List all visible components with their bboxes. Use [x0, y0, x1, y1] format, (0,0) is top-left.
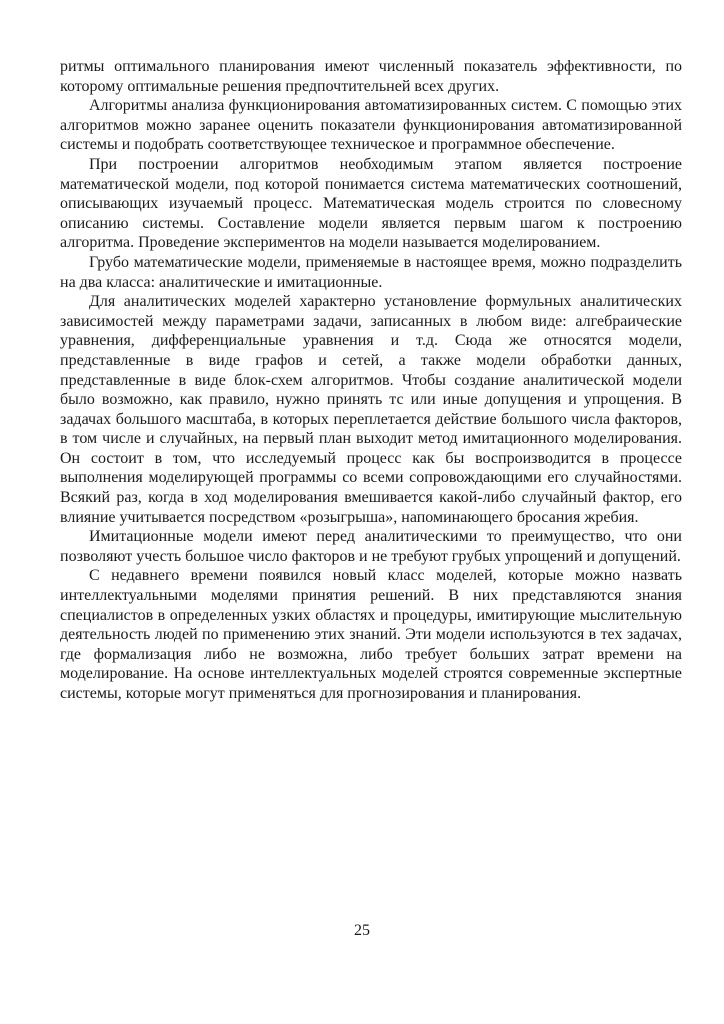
- paragraph-analysis-algorithms: Алгоритмы анализа функционирования автоматизированных систем. С помощью этих алгоритмов можно заранее оценить показатели функционирования автоматизированной системы и подобрать соответствующее техническое и программное обеспечение.: [60, 97, 682, 154]
- paragraph-continued: ритмы оптимального планирования имеют численный показатель эффективности, по которому оптимальные решения предпочтительней всех других.: [60, 58, 682, 95]
- page-number: 25: [354, 922, 370, 939]
- paragraph-intelligent-models: С недавнего времени появился новый класс моделей, которые можно назвать интеллектуальными моделями принятия решений. В них представляются знания специалистов в определенных узких областях и процедуры, имитирующие мыслительную деятельность людей по применению этих знаний. Эти модели используются в тех задачах, где формализация либо не возможна, либо требует больших затрат времени на моделирование. На основе интеллектуальных моделей строятся современные экспертные системы, которые могут применяться для прогнозирования и планирования.: [60, 567, 682, 702]
- paragraph-analytical-models: Для аналитических моделей характерно установление формульных аналитических зависимостей между параметрами задачи, записанных в любом виде: алгебраические уравнения, дифференциальные уравнения и т.д. Сюда же относятся модели, представленные в виде графов и сетей, а также модели обработки данных, представленные в виде блок-схем алгоритмов. Чтобы создание аналитической модели было возможно, как правило, нужно принять тс или иные допущения и упрощения. В задачах большого масштаба, в которых переплетается действие большого числа факторов, в том числе и случайных, на первый план выходит метод имитационного моделирования. Он состоит в том, что исследуемый процесс как бы воспроизводится в процессе выполнения моделирующей программы со всеми сопровождающими его случайностями. Всякий раз, когда в ход моделирования вмешивается какой-либо случайный фактор, его влияние учитывается посредством «розыгрыша», напоминающего бросания жребия.: [60, 293, 682, 526]
- body-text: [60, 57, 682, 704]
- paragraph-math-model: При построении алгоритмов необходимым этапом является построение математической модели, под которой понимается система математических соотношений, описывающих изучаемый процесс. Математическая модель строится по словесному описанию системы. Составление модели является первым шагом к построению алгоритма. Проведение экспериментов на модели называется моделированием.: [60, 155, 682, 252]
- paragraph-model-classes: Грубо математические модели, применяемые в настоящее время, можно подразделить на два класса: аналитические и имитационные.: [60, 253, 682, 291]
- paragraph-simulation-models: Имитационные модели имеют перед аналитическими то преимущество, что они позволяют учесть большое число факторов и не требуют грубых упрощений и допущений.: [60, 528, 682, 565]
